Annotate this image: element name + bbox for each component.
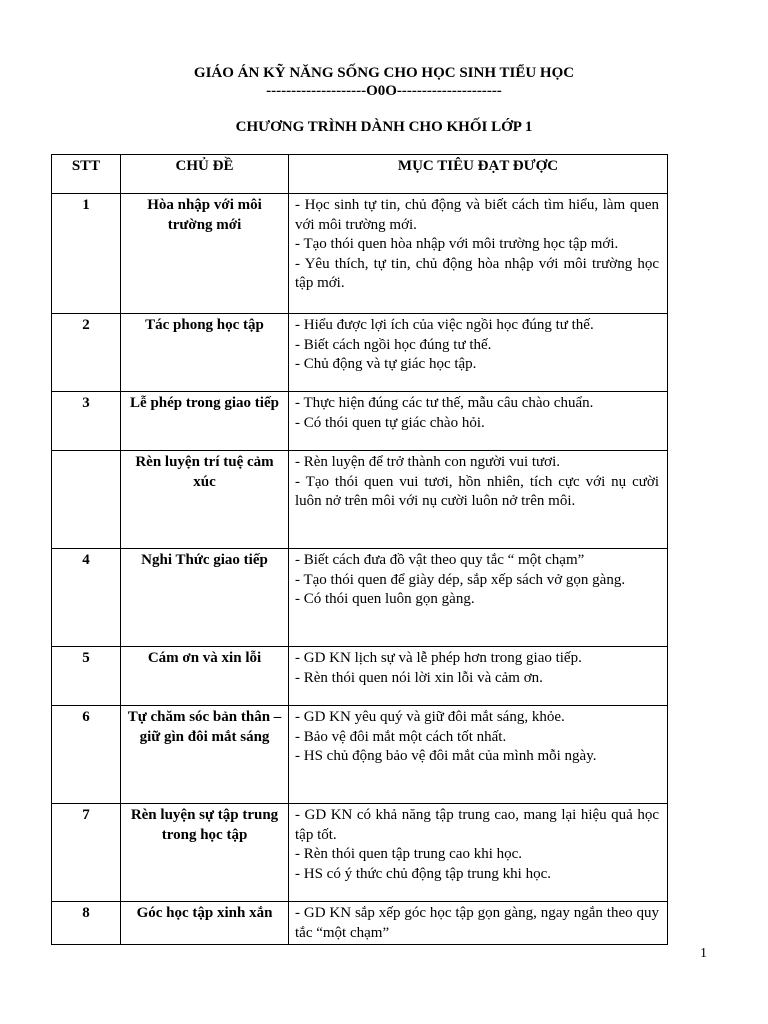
title-separator: --------------------O0O--------------------- [266,83,502,99]
goal-item: - Tạo thói quen vui tươi, hồn nhiên, tích cực với nụ cười luôn nở trên môi với nụ cười luôn nở trên môi. [295,473,659,510]
table-row [52,314,668,392]
row-topic: Rèn luyện sự tập trung trong học tập [121,804,289,902]
goal-item: - Biết cách đưa đồ vật theo quy tắc “ một chạm” [295,552,585,568]
goal-item: - Rèn thói quen nói lời xin lỗi và cảm ơn. [295,669,543,686]
goal-item: - Biết cách ngồi học đúng tư thế. [295,336,492,353]
goal-item: - Tạo thói quen để giày dép, sắp xếp sách vở gọn gàng. [295,571,626,588]
row-goals [289,902,668,945]
row-goals [289,647,668,706]
goal-item: - HS có ý thức chủ động tập trung khi học. [295,865,552,882]
row-stt: 5 [52,647,121,706]
row-topic: Lễ phép trong giao tiếp [121,392,289,451]
goal-item: - GD KN có khả năng tập trung cao, mang lại hiệu quả học tập tốt. [295,807,659,843]
goal-item: - Có thói quen luôn gọn gàng. [295,591,475,608]
goal-item: - Bảo vệ đôi mắt một cách tốt nhất. [295,728,507,745]
goal-item: - Tạo thói quen hòa nhập với môi trường học tập mới. [295,236,619,253]
table-header-row [52,155,668,194]
document-subtitle: CHƯƠNG TRÌNH DÀNH CHO KHỐI LỚP 1 [235,119,533,135]
row-stt: 7 [52,804,121,902]
page-number: 1 [700,946,707,961]
goal-item: - Hiểu được lợi ích của việc ngồi học đúng tư thế. [295,317,594,333]
table-row [52,392,668,451]
row-topic: Hòa nhập với môi trường mới [121,194,289,314]
row-goals [289,194,668,314]
row-goals [289,706,668,804]
row-topic: Nghi Thức giao tiếp [121,549,289,647]
row-topic: Cám ơn và xin lỗi [121,647,289,706]
row-goals [289,804,668,902]
goal-item: - GD KN yêu quý và giữ đôi mắt sáng, khỏe. [295,709,565,725]
goal-item: - HS chủ động bảo vệ đôi mắt của mình mỗi ngày. [295,748,597,765]
table-row [52,549,668,647]
header-stt: STT [52,155,121,194]
row-stt: 8 [52,902,121,945]
goal-item: - Rèn thói quen tập trung cao khi học. [295,846,523,863]
row-stt: 2 [52,314,121,392]
row-goals [289,314,668,392]
row-stt: 6 [52,706,121,804]
row-stt: 4 [52,549,121,647]
lesson-table [51,154,668,945]
row-stt [52,451,121,549]
row-goals [289,392,668,451]
row-topic: Góc học tập xinh xắn [121,902,289,945]
goal-item: - GD KN sắp xếp góc học tập gọn gàng, ngay ngắn theo quy tắc “một chạm” [295,905,659,941]
goal-item: - Thực hiện đúng các tư thế, mẫu câu chào chuẩn. [295,395,594,411]
row-goals [289,549,668,647]
goal-item: - GD KN lịch sự và lễ phép hơn trong giao tiếp. [295,650,582,666]
row-topic: Rèn luyện trí tuệ cảm xúc [121,451,289,549]
row-goals [289,451,668,549]
table-row [52,902,668,945]
row-stt: 1 [52,194,121,314]
table-row [52,804,668,902]
row-topic: Tác phong học tập [121,314,289,392]
goal-item: - Yêu thích, tự tin, chủ động hòa nhập với môi trường học tập mới. [295,255,659,292]
goal-item: - Rèn luyện để trở thành con người vui tươi. [295,454,561,470]
table-row [52,451,668,549]
goal-item: - Chủ động và tự giác học tập. [295,356,477,373]
header-topic: CHỦ ĐỀ [121,155,289,194]
row-topic: Tự chăm sóc bản thân – giữ gìn đôi mắt sáng [121,706,289,804]
row-stt: 3 [52,392,121,451]
document-title: GIÁO ÁN KỸ NĂNG SỐNG CHO HỌC SINH TIỂU HỌC [193,65,575,81]
table-row [52,706,668,804]
goal-item: - Học sinh tự tin, chủ động và biết cách tìm hiểu, làm quen với môi trường mới. [295,197,659,233]
table-row [52,647,668,706]
goal-item: - Có thói quen tự giác chào hỏi. [295,414,485,431]
table-row [52,194,668,314]
header-goals: MỤC TIÊU ĐẠT ĐƯỢC [289,155,668,194]
